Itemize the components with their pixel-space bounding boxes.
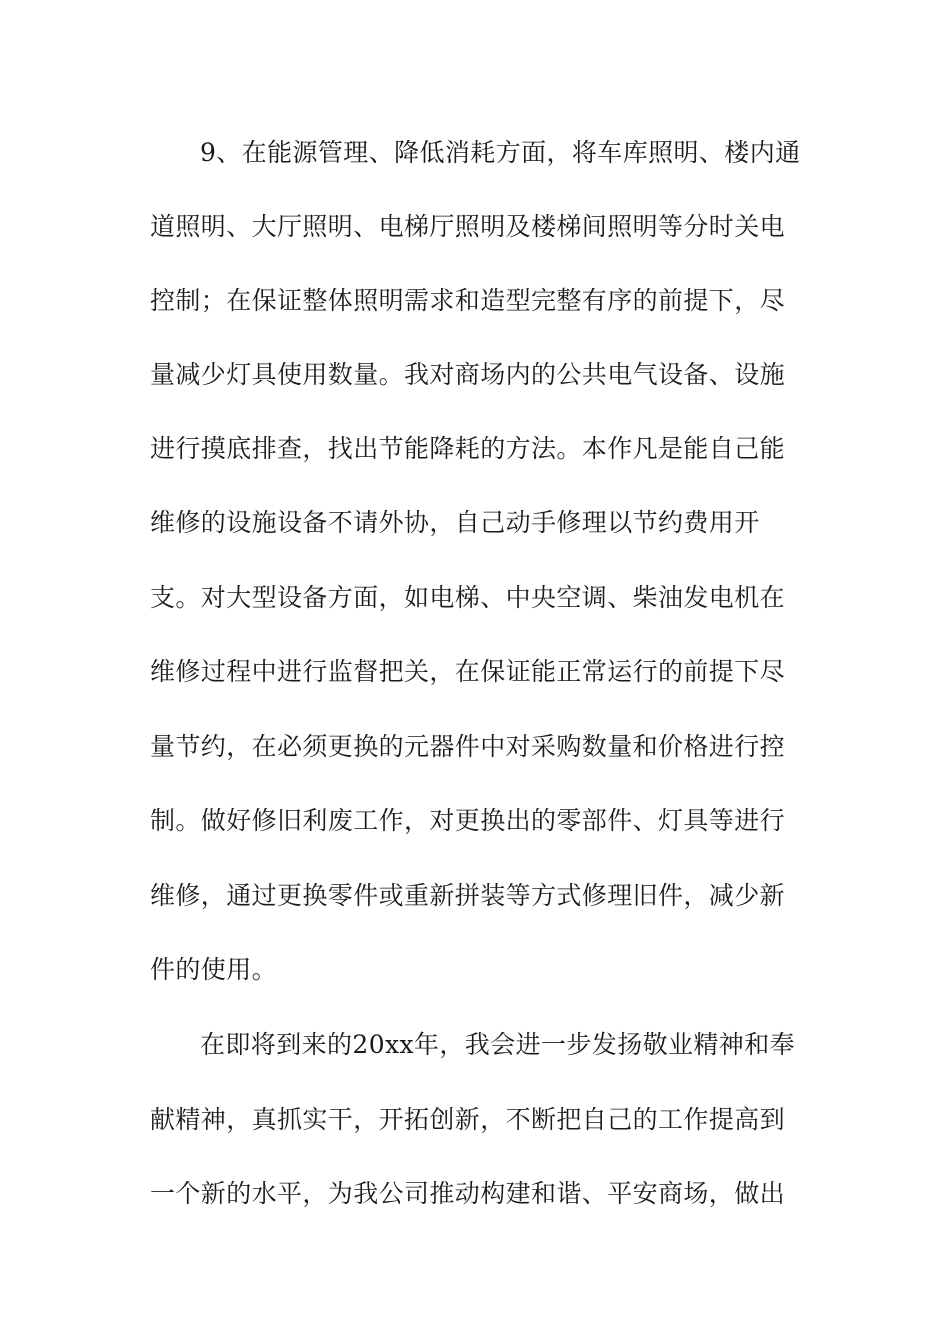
paragraph-1-line-12: 件的使用。 xyxy=(150,955,278,984)
paragraph-2-line-2: 献精神，真抓实干，开拓创新，不断把自己的工作提高到 xyxy=(150,1105,786,1134)
paragraph-1-line-6: 维修的设施设备不请外协，自己动手修理以节约费用开 xyxy=(150,508,760,537)
paragraph-1-line-8: 维修过程中进行监督把关，在保证能正常运行的前提下尽 xyxy=(150,657,786,686)
paragraph-1-line-2: 道照明、大厅照明、电梯厅照明及楼梯间照明等分时关电 xyxy=(150,212,786,241)
paragraph-1-line-11: 维修，通过更换零件或重新拼装等方式修理旧件，减少新 xyxy=(150,881,786,910)
paragraph-1-line-4: 量减少灯具使用数量。我对商场内的公共电气设备、设施 xyxy=(150,360,786,389)
paragraph-1-line-5: 进行摸底排查，找出节能降耗的方法。本作凡是能自己能 xyxy=(150,434,786,463)
paragraph-1-line-1: 9、在能源管理、降低消耗方面，将车库照明、楼内通 xyxy=(200,138,801,167)
paragraph-1-line-3: 控制；在保证整体照明需求和造型完整有序的前提下，尽 xyxy=(150,286,786,315)
paragraph-1-line-7: 支。对大型设备方面，如电梯、中央空调、柴油发电机在 xyxy=(150,583,786,612)
paragraph-1-line-10: 制。做好修旧利废工作，对更换出的零部件、灯具等进行 xyxy=(150,806,786,835)
paragraph-1-line-9: 量节约，在必须更换的元器件中对采购数量和价格进行控 xyxy=(150,732,786,761)
paragraph-2-line-3: 一个新的水平，为我公司推动构建和谐、平安商场，做出 xyxy=(150,1179,786,1208)
paragraph-2-line-1: 在即将到来的20xx年，我会进一步发扬敬业精神和奉 xyxy=(200,1030,796,1059)
